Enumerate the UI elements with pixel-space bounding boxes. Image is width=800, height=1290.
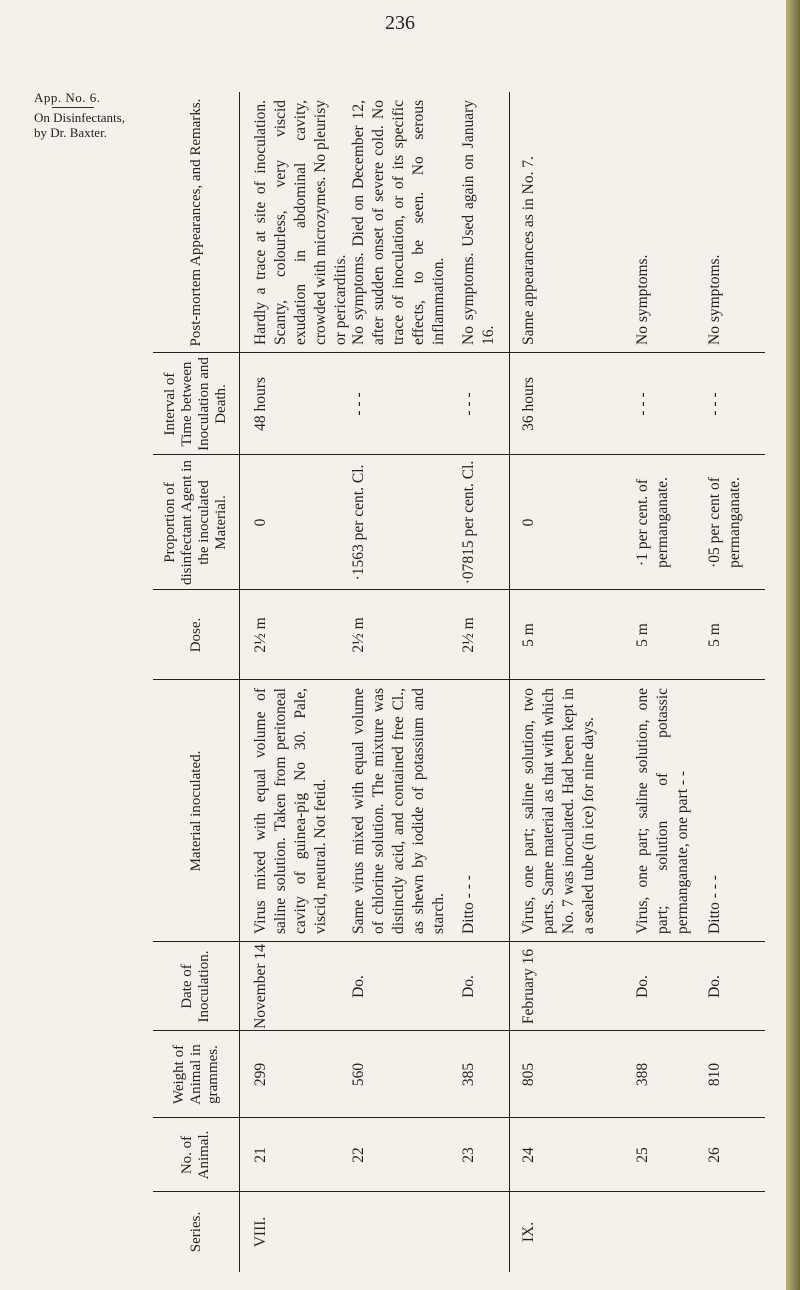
postmortem-text: No symptoms. Died on December 12, after sudden onset of severe cold. No trace of inoculation, or of its specific effects, to be seen. No serous inflammation.	[350, 100, 447, 345]
header-material: Material inoculated.	[187, 750, 204, 872]
animal-number: 26	[706, 1147, 723, 1163]
interval-value: 36 hours	[520, 377, 537, 431]
page-number: 236	[385, 12, 415, 34]
margin-title-line1: On Disinfectants,	[34, 110, 125, 125]
inoculation-date: Do.	[706, 975, 723, 998]
material-text: Virus, one part; saline solution, two parts. Same material as that with which No. 7 was inoculated. Had been kept in a sealed tube (in ice) for nine days.	[520, 688, 597, 934]
interval-value: - - -	[350, 392, 367, 416]
header-date: Date of Inoculation.	[179, 950, 212, 1023]
inoculation-date: November 14	[252, 944, 269, 1029]
dose-value: 5 m	[634, 623, 651, 647]
postmortem-text: No symptoms.	[706, 254, 723, 345]
animal-weight: 805	[520, 1062, 537, 1087]
interval-value: 48 hours	[252, 377, 269, 431]
margin-title-line2: by Dr. Baxter.	[34, 125, 107, 140]
dose-value: 5 m	[706, 623, 723, 647]
animal-weight: 299	[252, 1062, 269, 1087]
animal-number: 22	[350, 1147, 367, 1163]
proportion-value: ·05 per cent of permanganate.	[706, 477, 743, 568]
margin-rule	[52, 107, 94, 108]
page-edge	[786, 0, 800, 1290]
dose-value: 2½ m	[252, 617, 269, 653]
animal-number: 25	[634, 1147, 651, 1163]
material-text: Same virus mixed with equal volume of chlorine solution. The mixture was distinctly acid, and contained free Cl., as shewn by iodide of potassium and starch.	[350, 688, 447, 934]
header-animal: No. of Animal.	[179, 1130, 212, 1180]
animal-number: 24	[520, 1147, 537, 1163]
series-label: VIII.	[252, 1216, 269, 1248]
proportion-value: 0	[252, 518, 269, 527]
table-header	[153, 92, 240, 1272]
interval-value: - - -	[634, 392, 651, 416]
appendix-label: App. No. 6.	[34, 90, 101, 105]
results-table	[153, 92, 765, 1272]
inoculation-date: Do.	[634, 975, 651, 998]
header-interval: Interval of Time between Inoculation and Death.	[162, 357, 229, 451]
material-text: Virus mixed with equal volume of saline solution. Taken from peritoneal cavity of guinea-pig No 30. Pale, viscid, neutral. Not fetid.	[252, 688, 329, 934]
animal-weight: 388	[634, 1062, 651, 1087]
group-rule	[509, 92, 510, 1272]
postmortem-text: Hardly a trace at site of inoculation. Scanty, colourless, very viscid exudation in abdominal cavity, crowded with microzymes. No pleurisy or pericarditis.	[252, 100, 349, 345]
animal-weight: 560	[350, 1062, 367, 1087]
dose-value: 5 m	[520, 623, 537, 647]
animal-number: 21	[252, 1147, 269, 1163]
inoculation-date: February 16	[520, 948, 537, 1025]
header-weight: Weight of Animal in grammes.	[170, 1044, 221, 1105]
inoculation-date: Do.	[350, 975, 367, 998]
rotated-table	[153, 92, 765, 1272]
animal-weight: 385	[460, 1062, 477, 1087]
postmortem-text: No symptoms. Used again on January 16.	[460, 100, 497, 345]
postmortem-text: No symptoms.	[634, 254, 651, 345]
proportion-value: ·1563 per cent. Cl.	[350, 464, 367, 581]
header-postmortem: Post-mortem Appearances, and Remarks.	[187, 98, 204, 347]
margin-note	[34, 90, 154, 140]
interval-value: - - -	[460, 392, 477, 416]
header-series: Series.	[187, 1211, 204, 1253]
proportion-value: ·1 per cent. of permanganate.	[634, 477, 671, 568]
proportion-value: ·07815 per cent. Cl.	[460, 460, 477, 585]
dose-value: 2½ m	[350, 617, 367, 653]
material-text: Ditto - - -	[460, 875, 477, 934]
animal-number: 23	[460, 1147, 477, 1163]
dose-value: 2½ m	[460, 617, 477, 653]
header-proportion: Proportion of disinfectant Agent in the inoculated Material.	[162, 460, 229, 585]
series-label: IX.	[520, 1221, 537, 1243]
animal-weight: 810	[706, 1062, 723, 1087]
interval-value: - - -	[706, 392, 723, 416]
inoculation-date: Do.	[460, 975, 477, 998]
material-text: Ditto - - -	[706, 875, 723, 934]
postmortem-text: Same appearances as in No. 7.	[520, 156, 537, 345]
proportion-value: 0	[520, 518, 537, 527]
header-dose: Dose.	[187, 617, 204, 653]
material-text: Virus, one part; saline solution, one part; solution of potassic permanganate, one part - -	[634, 688, 691, 934]
